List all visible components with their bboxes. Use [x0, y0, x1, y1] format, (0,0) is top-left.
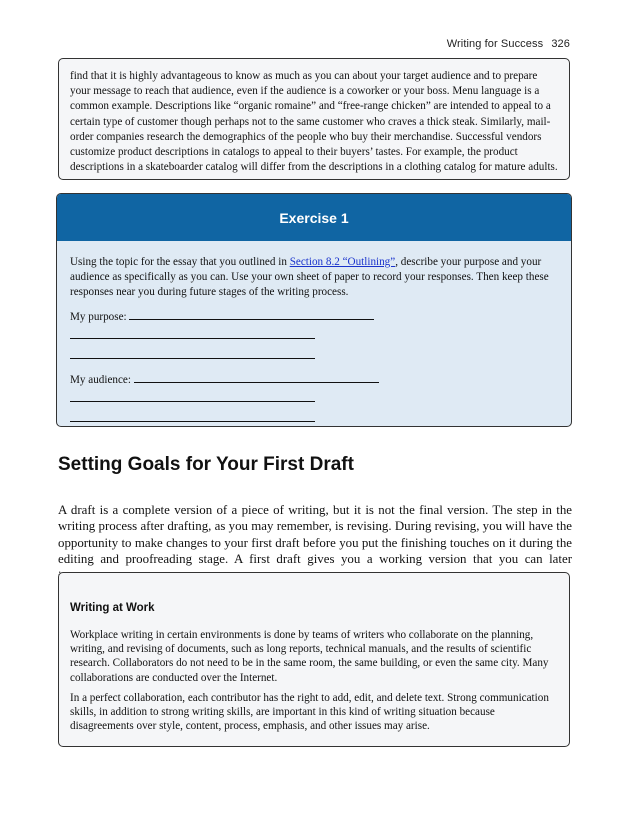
- body-paragraph: A draft is a complete version of a piece of writing, but it is not the final version. The step in the writing process after drafting, as you may remember, is revising. During revising, you will have the opportunity to make changes to your first draft before you put the finishing touches on it during the editing and proofreading stage. A first draft gives you a working version that you can later: [58, 503, 572, 567]
- purpose-label: My purpose:: [70, 310, 127, 323]
- writing-at-work-title: Writing at Work: [70, 602, 155, 614]
- purpose-answer-line-2[interactable]: [70, 326, 315, 339]
- exercise-instructions: [70, 255, 558, 301]
- exercise-title: Exercise 1: [57, 194, 571, 241]
- outlining-section-link[interactable]: Section 8.2 “Outlining”: [289, 256, 396, 268]
- page-number: 326: [551, 38, 570, 50]
- audience-answer-line[interactable]: [134, 370, 379, 383]
- audience-answer-line-2[interactable]: [70, 389, 315, 402]
- exercise-box: [56, 193, 572, 427]
- audience-label: My audience:: [70, 373, 131, 386]
- writing-at-work-paragraph-2: In a perfect collaboration, each contributor has the right to add, edit, and delete text. Strong communication skills, in addition to strong writing skills, are important in this kind of writing situation because disagreements over style, content, process, emphasis, and other issues may arise.: [70, 691, 549, 733]
- exercise-text-after-link: , describe your purpose and your audience as specifically as you can. Use your own sheet of paper to record your responses. Then keep these responses near you during future stages of the writing process.: [70, 256, 549, 299]
- audience-answer-line-3[interactable]: [70, 409, 315, 422]
- intro-box: [58, 58, 570, 180]
- audience-row: [70, 370, 558, 389]
- exercise-body: [57, 241, 571, 422]
- intro-paragraph: find that it is highly advantageous to know as much as you can about your target audience and to prepare your message to reach that audience, even if the audience is a coworker or your boss. Menu language is a common example. Descriptions like “organic romaine” and “free-range chicken” are intended to appeal to a certain type of customer though perhaps not to the same customer who craves a thick steak. Similarly, mail-order companies research the demographics of the people who buy their merchandise. Successful vendors customize product descriptions in catalogs to appeal to their buyers’ tastes. For example, the product descriptions in a skateboarder catalog will differ from the descriptions in a clothing catalog for mature adults.: [70, 70, 558, 174]
- book-title: Writing for Success: [446, 38, 544, 50]
- writing-at-work-paragraph-1: Workplace writing in certain environments is done by teams of writers who collaborate on the planning, writing, and revising of documents, such as long reports, technical manuals, and the results of scientific research. Collaborators do not need to be in the same room, the same building, or even the same city. Many collaborations are conducted over the Internet.: [70, 629, 549, 684]
- section-heading: Setting Goals for Your First Draft: [58, 454, 354, 475]
- purpose-answer-line[interactable]: [129, 307, 374, 320]
- running-header: [447, 38, 570, 50]
- purpose-answer-line-3[interactable]: [70, 346, 315, 359]
- writing-at-work-box: [58, 572, 570, 747]
- exercise-text-before-link: Using the topic for the essay that you outlined in: [70, 256, 290, 268]
- purpose-row: [70, 307, 558, 326]
